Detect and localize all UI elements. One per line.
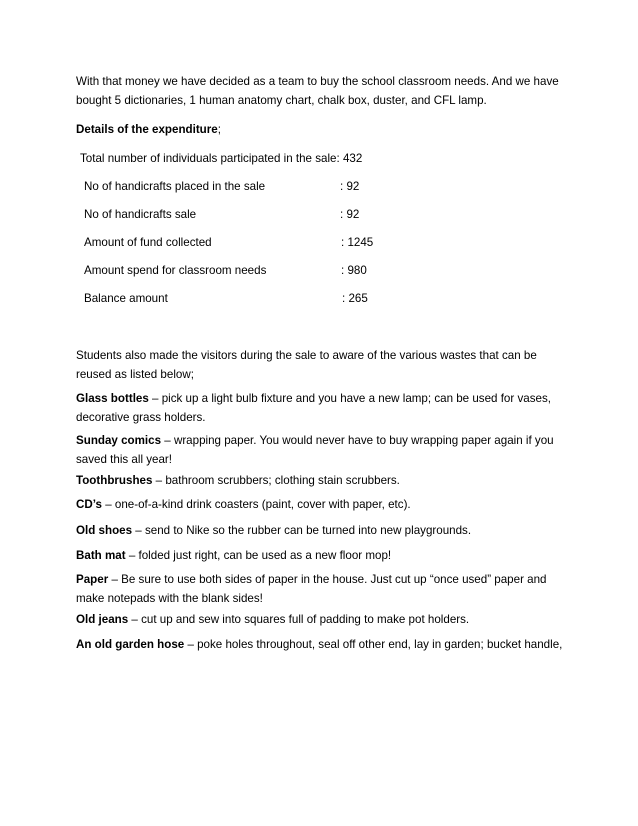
waste-term: Bath mat (76, 549, 126, 562)
waste-term: Glass bottles (76, 392, 149, 405)
waste-term: CD’s (76, 498, 102, 511)
expenditure-label: No of handicrafts sale (84, 208, 197, 221)
expenditure-value: : 980 (341, 264, 367, 277)
wastes-intro-paragraph: Students also made the visitors during the sale to aware of the various wastes that can be reused as listed below; (76, 349, 537, 381)
waste-term: Old shoes (76, 524, 133, 537)
waste-description: – send to Nike so the rubber can be turned into new playgrounds. (132, 524, 472, 537)
expenditure-label: Amount of fund collected (84, 236, 212, 249)
details-heading-line (76, 120, 566, 139)
waste-item (76, 610, 566, 629)
expenditure-value: : 265 (342, 292, 368, 305)
details-heading: Details of the expenditure (76, 123, 218, 136)
waste-term: Paper (76, 573, 109, 586)
expenditure-label: Amount spend for classroom needs (84, 264, 267, 277)
expenditure-row (76, 205, 566, 224)
expenditure-row (76, 289, 566, 308)
intro-paragraph: With that money we have decided as a team to buy the school classroom needs. And we have bought 5 dictionaries, 1 human anatomy chart, chalk box, duster, and CFL lamp. (76, 75, 559, 107)
waste-description: – folded just right, can be used as a new floor mop! (125, 549, 392, 562)
waste-description: – cut up and sew into squares full of padding to make pot holders. (128, 613, 470, 626)
expenditure-row (76, 233, 566, 252)
waste-description: – pick up a light bulb fixture and you have a new lamp; can be used for vases, decorative grass holders. (76, 392, 551, 424)
waste-item (76, 389, 566, 427)
expenditure-row (76, 177, 566, 196)
waste-item (76, 471, 566, 490)
waste-description: – Be sure to use both sides of paper in the house. Just cut up “once used” paper and make notepads with the blank sides! (76, 573, 547, 605)
expenditure-value: : 1245 (341, 236, 374, 249)
expenditure-label: Balance amount (84, 292, 168, 305)
expenditure-value: : 92 (340, 208, 360, 221)
waste-item (76, 495, 566, 514)
waste-description: – one-of-a-kind drink coasters (paint, cover with paper, etc). (101, 498, 411, 511)
waste-term: An old garden hose (76, 638, 185, 651)
total-participants: Total number of individuals participated in the sale: 432 (80, 152, 363, 165)
waste-description: – wrapping paper. You would never have to buy wrapping paper again if you saved this all year! (76, 434, 554, 466)
expenditure-value: : 92 (340, 180, 360, 193)
waste-description: – poke holes throughout, seal off other end, lay in garden; bucket handle, (184, 638, 563, 651)
waste-description: – bathroom scrubbers; clothing stain scrubbers. (152, 474, 400, 487)
details-heading-suffix: ; (217, 123, 221, 136)
total-participants-row (76, 149, 566, 168)
waste-item (76, 546, 566, 565)
waste-item (76, 635, 566, 654)
waste-item (76, 570, 566, 608)
waste-term: Toothbrushes (76, 474, 153, 487)
waste-item (76, 431, 566, 469)
expenditure-label: No of handicrafts placed in the sale (84, 180, 266, 193)
expenditure-row (76, 261, 566, 280)
waste-term: Old jeans (76, 613, 129, 626)
waste-item (76, 521, 566, 540)
waste-term: Sunday comics (76, 434, 162, 447)
